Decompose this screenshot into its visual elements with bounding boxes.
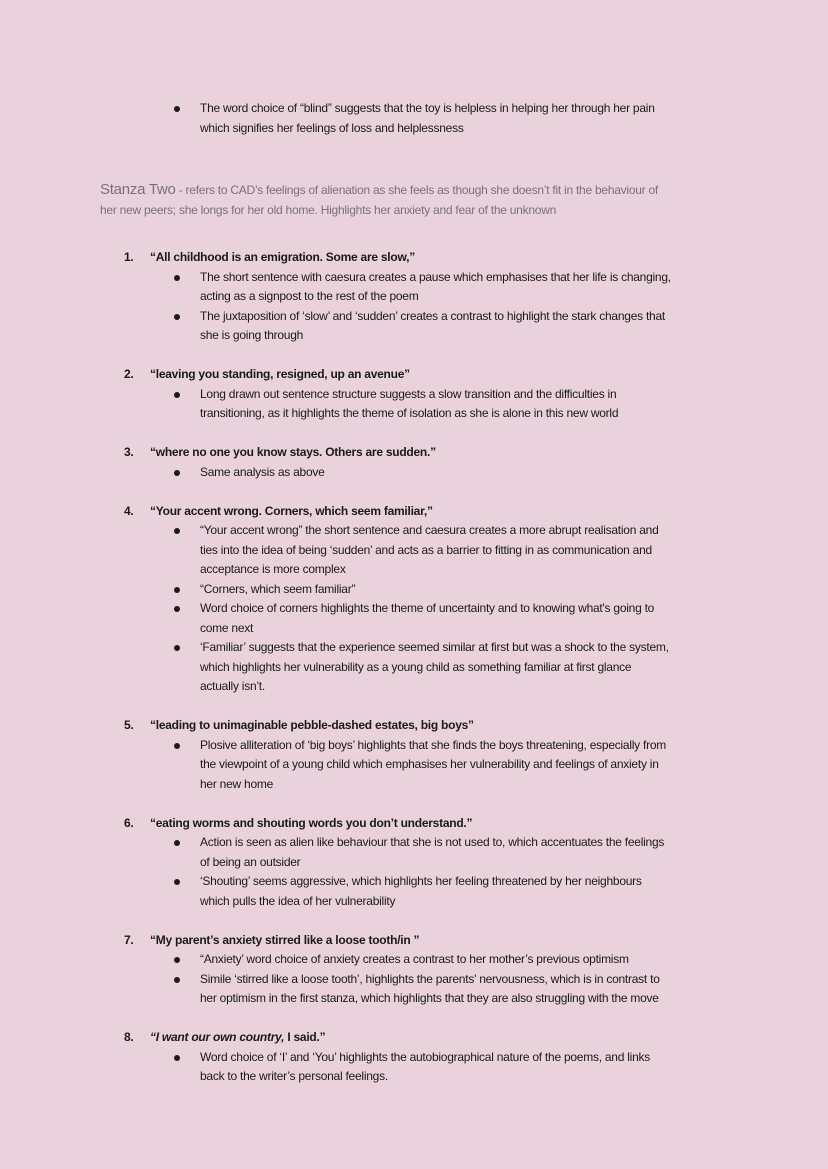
bullet-text: which pulls the idea of her vulnerability: [200, 893, 396, 908]
item-number: 2.: [124, 367, 134, 381]
bullet-line: [0, 119, 828, 139]
stanza-description: - refers to CAD’s feelings of alienation as she feels as though she doesn’t fit in the behaviour of: [175, 183, 659, 197]
bullet-text: actually isn’t.: [200, 679, 265, 693]
bullet-icon: [174, 879, 180, 885]
quote-text: “All childhood is an emigration. Some are slow,”: [150, 250, 415, 264]
quote-heading: [0, 365, 828, 385]
bullet-line: [0, 1048, 828, 1068]
item-number: 3.: [124, 445, 134, 459]
bullet-icon: [174, 606, 180, 612]
quote-italic: “I want our own country,: [150, 1030, 285, 1044]
bullet-icon: [174, 470, 180, 476]
bullet-text: ‘Shouting’ seems aggressive, which highlights her feeling threatened by her neighbours: [200, 874, 642, 888]
bullet-text: “Your accent wrong” the short sentence and caesura creates a more abrupt realisation and: [200, 523, 659, 537]
item-number: 8.: [124, 1030, 134, 1044]
bullet-text: of being an outsider: [200, 854, 301, 869]
bullet-line: [0, 307, 828, 327]
analysis-item: [0, 443, 828, 502]
bullet-line: [0, 521, 828, 541]
bullet-line: [0, 970, 828, 990]
bullet-text: ties into the idea of being ‘sudden’ and acts as a barrier to fitting in as communication and: [200, 542, 652, 557]
bullet-line: [0, 989, 828, 1009]
bullet-text: Same analysis as above: [200, 464, 325, 479]
quote-heading: [0, 443, 828, 463]
bullet-line: [0, 736, 828, 756]
bullet-line: [0, 287, 828, 307]
bullet-icon: [174, 528, 180, 534]
bullet-text: the viewpoint of a young child which emphasises her vulnerability and feelings of anxiety in: [200, 757, 659, 771]
bullet-line: [0, 268, 828, 288]
bullet-text: acceptance is more complex: [200, 562, 346, 576]
quote-text: “leaving you standing, resigned, up an avenue”: [150, 367, 410, 381]
bullet-text: Plosive alliteration of ‘big boys’ highlights that she finds the boys threatening, especially from: [200, 737, 666, 752]
bullet-line: [0, 638, 828, 658]
item-number: 7.: [124, 932, 134, 947]
bullet-line: [0, 99, 828, 119]
bullet-text: The word choice of “blind” suggests that the toy is helpless in helping her through her pain: [200, 101, 655, 115]
spacer: [0, 424, 828, 444]
bullet-icon: [174, 840, 180, 846]
bullet-line: [0, 1067, 828, 1087]
bullet-text: she is going through: [200, 328, 304, 342]
item-number: 5.: [124, 718, 134, 732]
spacer: [0, 1009, 828, 1029]
bullet-line: [0, 580, 828, 600]
bullet-line: [0, 404, 828, 424]
spacer: [0, 346, 828, 366]
bullet-text: “Anxiety’ word choice of anxiety creates a contrast to her mother’s previous optimism: [200, 952, 629, 966]
bullet-text: ‘Familiar’ suggests that the experience seemed similar at first but was a shock to the system,: [200, 640, 669, 654]
bullet-icon: [174, 275, 180, 281]
analysis-item: [0, 365, 828, 443]
analysis-list: [0, 248, 828, 1087]
spacer: [0, 697, 828, 717]
bullet-text: “Corners, which seem familiar”: [200, 581, 356, 596]
bullet-line: [0, 677, 828, 697]
bullet-line: [0, 658, 828, 678]
stanza-title: Stanza Two: [100, 181, 176, 198]
analysis-item: [0, 1028, 828, 1087]
bullet-line: [0, 560, 828, 580]
bullet-text: The juxtaposition of ‘slow’ and ‘sudden’ creates a contrast to highlight the stark changes that: [200, 308, 665, 323]
bullet-line: [0, 599, 828, 619]
bullet-line: [0, 950, 828, 970]
document-page: [0, 99, 828, 1087]
bullet-line: [0, 463, 828, 483]
item-number: 6.: [124, 815, 134, 830]
bullet-icon: [174, 392, 180, 398]
bullet-line: [0, 853, 828, 873]
bullet-text: transitioning, as it highlights the theme of isolation as she is alone in this new world: [200, 406, 619, 420]
stanza-description: her new peers; she longs for her old home. Highlights her anxiety and fear of the unknown: [100, 203, 557, 217]
analysis-item: [0, 502, 828, 717]
bullet-text: Simile ‘stirred like a loose tooth’, highlights the parents' nervousness, which is in contrast to: [200, 971, 660, 986]
bullet-text: Word choice of corners highlights the theme of uncertainty and to knowing what's going to: [200, 601, 655, 615]
bullet-line: [0, 541, 828, 561]
bullet-text: back to the writer’s personal feelings.: [200, 1069, 388, 1083]
bullet-text: The short sentence with caesura creates a pause which emphasises that her life is changing,: [200, 269, 671, 284]
bullet-text: Word choice of ‘I’ and ‘You’ highlights the autobiographical nature of the poems, and links: [200, 1049, 650, 1064]
quote-text: “eating worms and shouting words you don’t understand.”: [150, 815, 473, 830]
bullet-text: which highlights her vulnerability as a young child as something familiar at first glance: [200, 659, 632, 674]
quote-text: “leading to unimaginable pebble-dashed estates, big boys”: [150, 718, 474, 732]
quote-heading: [0, 716, 828, 736]
bullet-line: [0, 326, 828, 346]
quote-text: “Your accent wrong. Corners, which seem familiar,”: [150, 503, 433, 518]
quote-heading: [0, 931, 828, 951]
bullet-icon: [174, 587, 180, 593]
bullet-line: [0, 892, 828, 912]
item-number: 1.: [124, 250, 134, 264]
bullet-icon: [174, 1055, 180, 1061]
quote-text: “where no one you know stays. Others are sudden.”: [150, 445, 436, 459]
analysis-item: [0, 931, 828, 1029]
quote-heading: [0, 248, 828, 268]
bullet-line: [0, 385, 828, 405]
bullet-text: Long drawn out sentence structure suggests a slow transition and the difficulties in: [200, 386, 617, 401]
bullet-text: acting as a signpost to the rest of the poem: [200, 289, 419, 303]
stanza-heading: [0, 180, 828, 220]
spacer: [0, 911, 828, 931]
bullet-text: which signifies her feelings of loss and helplessness: [200, 120, 464, 135]
intro-bullet: [0, 99, 828, 138]
bullet-text: her optimism in the first stanza, which highlights that they are also struggling with the move: [200, 991, 659, 1005]
bullet-line: [0, 775, 828, 795]
bullet-text: Action is seen as alien like behaviour that she is not used to, which accentuates the feelings: [200, 835, 665, 849]
quote-text: I said.”: [284, 1030, 326, 1044]
bullet-line: [0, 833, 828, 853]
quote-heading: [0, 502, 828, 522]
bullet-line: [0, 755, 828, 775]
bullet-icon: [174, 743, 180, 749]
bullet-line: [0, 872, 828, 892]
quote-text: “My parent’s anxiety stirred like a loose tooth/in ”: [150, 932, 420, 947]
bullet-line: [0, 619, 828, 639]
bullet-icon: [174, 957, 180, 963]
analysis-item: [0, 814, 828, 931]
bullet-icon: [174, 977, 180, 983]
item-number: 4.: [124, 503, 134, 518]
bullet-icon: [174, 106, 180, 112]
analysis-item: [0, 248, 828, 365]
spacer: [0, 794, 828, 814]
bullet-text: come next: [200, 620, 254, 635]
stanza-line: [0, 200, 828, 220]
quote-heading: [0, 1028, 828, 1048]
bullet-icon: [174, 314, 180, 320]
stanza-line: [0, 180, 828, 200]
quote-heading: [0, 814, 828, 834]
bullet-icon: [174, 645, 180, 651]
analysis-item: [0, 716, 828, 814]
bullet-text: her new home: [200, 776, 274, 791]
spacer: [0, 482, 828, 502]
